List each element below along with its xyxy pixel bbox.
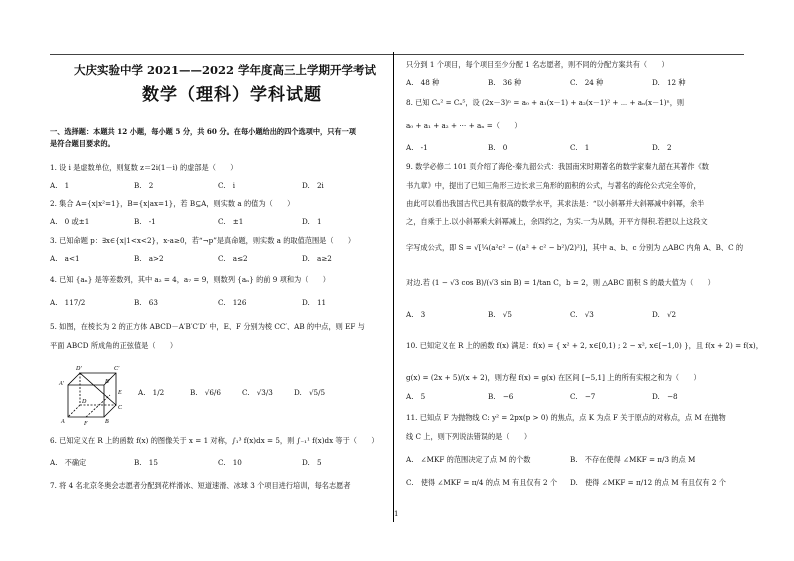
q5-stem-line1: 5. 如图，在棱长为 2 的正方体 ABCD－A′B′C′D′ 中，E、F 分别为棱 CC′、AB 的中点，则 EF 与 xyxy=(50,322,365,331)
q4-option-d: D. 11 xyxy=(302,298,327,307)
q1-stem: 1. 设 i 是虚数单位，则复数 z＝2i(1－i) 的虚部是（ ） xyxy=(50,163,238,172)
cube-label-d: D xyxy=(82,399,87,405)
q6-option-d: D. 5 xyxy=(302,458,322,467)
section1-line2: 是符合题目要求的。 xyxy=(50,139,115,148)
q3-option-c: C. a≤2 xyxy=(218,254,248,263)
q9-line1: 9. 数学必修二 101 页介绍了海伦-秦九韶公式：我国南宋时期著名的数学家秦九韶在其著作《数 xyxy=(406,162,709,171)
q5-option-d: D. √5/5 xyxy=(294,388,326,397)
q8-option-a: A. -1 xyxy=(406,143,428,152)
q8-option-d: D. 2 xyxy=(652,143,672,152)
q4-option-c: C. 126 xyxy=(218,298,247,307)
q8-stem-line2: a₀ + a₁ + a₂ + ⋯ + aₙ =（ ） xyxy=(406,121,522,130)
q5-stem-line2: 平面 ABCD 所成角的正弦值是（ ） xyxy=(50,341,178,350)
q9-line4: 之，自乘于上.以小斜幂乘大斜幂减上，余四约之，为实.一为从隅，开平方得积.若把以上这段文 xyxy=(406,217,708,226)
q10-option-d: D. −8 xyxy=(652,392,678,401)
q11-line2: 线 C 上，则下列说法错误的是（ ） xyxy=(406,432,532,441)
q9-line5: 字写成公式，即 S = √[¼(a²c² − ((a² + c² − b²)/2)²)]，其中 a、b、c 分别为 △ABC 内角 A、B、C 的 xyxy=(406,243,744,252)
q11-option-b: B. 不存在使得 ∠MKF = π/3 的点 M xyxy=(570,455,696,464)
section1-line1: 一、选择题：本题共 12 小题，每小题 5 分，共 60 分。在每小题给出的四个选项中，只有一项 xyxy=(50,127,356,136)
q11-option-d: D. 使得 ∠MKF = π/12 的点 M 有且仅有 2 个 xyxy=(570,478,726,487)
cube-figure xyxy=(56,357,136,427)
q2-option-c: C. ±1 xyxy=(218,217,244,226)
page-number: 1 xyxy=(394,510,399,518)
column-divider xyxy=(393,52,394,522)
q10-option-b: B. −6 xyxy=(488,392,514,401)
q7-option-c: C. 24 种 xyxy=(570,78,604,87)
q1-option-c: C. i xyxy=(218,181,236,190)
q2-stem: 2. 集合 A={x|x²=1}，B={x|ax=1}，若 B⊆A，则实数 a 的值为（ ） xyxy=(50,199,295,208)
q7-stem-line2: 只分到 1 个项目，每个项目至少分配 1 名志愿者，则不同的分配方案共有（ ） xyxy=(406,60,669,69)
q7-option-b: B. 36 种 xyxy=(488,78,522,87)
left-column xyxy=(50,0,392,561)
q6-option-a: A. 不确定 xyxy=(50,458,87,467)
q10-option-c: C. −7 xyxy=(570,392,596,401)
cube-label-c: C xyxy=(118,405,123,411)
q2-option-d: D. 1 xyxy=(302,217,322,226)
q5-option-b: B. √6/6 xyxy=(190,388,221,397)
q3-option-d: D. a≥2 xyxy=(302,254,332,263)
q10-line2: g(x) = (2x + 5)/(x + 2)，则方程 f(x) = g(x) 在区间 [−5,1] 上的所有实根之和为（ ） xyxy=(406,373,701,382)
q6-option-c: C. 10 xyxy=(218,458,242,467)
q3-option-a: A. a<1 xyxy=(50,254,80,263)
q6-option-b: B. 15 xyxy=(134,458,158,467)
q5-option-a: A. 1/2 xyxy=(138,388,165,397)
q6-stem: 6. 已知定义在 R 上的函数 f(x) 的图像关于 x = 1 对称，∫₁³ f(x)dx = 5，则 ∫₋₁¹ f(x)dx 等于（ ） xyxy=(50,436,379,445)
q1-option-a: A. 1 xyxy=(50,181,70,190)
cube-label-b: B xyxy=(105,419,109,425)
q7-option-d: D. 12 种 xyxy=(652,78,686,87)
q9-option-a: A. 3 xyxy=(406,310,426,319)
cube-label-a1: A′ xyxy=(59,381,64,387)
q8-option-b: B. 0 xyxy=(488,143,508,152)
cube-label-c1: C′ xyxy=(114,366,120,372)
q5-option-c: C. √3/3 xyxy=(242,388,273,397)
cube-label-b1: B′ xyxy=(105,379,110,385)
q9-line2: 书九章》中，提出了已知三角形三边长求三角形的面积的公式，与著名的海伦公式完全等价， xyxy=(406,181,701,190)
q9-option-d: D. √2 xyxy=(652,310,677,319)
q4-stem: 4. 已知 {aₙ} 是等差数列，其中 a₂ = 4，a₇ = 9，则数列 {aₙ} 的前 9 项和为（ ） xyxy=(50,275,330,284)
q2-option-b: B. -1 xyxy=(134,217,156,226)
q10-line1: 10. 已知定义在 R 上的函数 f(x) 满足：f(x) = { x² + 2, x∈[0,1) ; 2 − x², x∈[−1,0) }，且 f(x + 2) = f(x)， xyxy=(406,341,763,350)
q9-line3: 由此可以看出我国古代已具有很高的数学水平，其求法是：“以小斜幂并大斜幂减中斜幂，余半 xyxy=(406,199,705,208)
q8-option-c: C. 1 xyxy=(570,143,590,152)
cube-label-d1: D′ xyxy=(76,366,82,372)
q8-stem: 8. 已知 Cₙ² = Cₙ⁵，设 (2x－3)ⁿ = a₀ + a₁(x－1) + a₂(x－1)² + ⋯ + aₙ(x－1)ⁿ，则 xyxy=(406,98,685,107)
q3-option-b: B. a>2 xyxy=(134,254,164,263)
q7-option-a: A. 48 种 xyxy=(406,78,440,87)
school-title: 大庆实验中学 2021——2022 学年度高三上学期开学考试 xyxy=(74,63,377,77)
q10-option-a: A. 5 xyxy=(406,392,426,401)
q3-stem: 3. 已知命题 p：∃x∈{x|1<x<2}，x-a≥0，若“¬p”是真命题，则实数 a 的取值范围是（ ） xyxy=(50,236,356,245)
subject-title: 数学（理科）学科试题 xyxy=(142,85,322,105)
right-column xyxy=(398,0,763,561)
q11-line1: 11. 已知点 F 为抛物线 C: y² = 2px(p > 0) 的焦点，点 K 为点 F 关于原点的对称点，点 M 在抛物 xyxy=(406,413,726,422)
q11-option-a: A. ∠MKF 的范围决定了点 M 的个数 xyxy=(406,455,531,464)
cube-label-a: A xyxy=(61,419,65,425)
q1-option-b: B. 2 xyxy=(134,181,154,190)
cube-label-e: E xyxy=(118,390,122,396)
q7-stem: 7. 将 4 名北京冬奥会志愿者分配到花样滑冰、短道速滑、冰球 3 个项目进行培训，每名志愿者 xyxy=(50,481,351,490)
q4-option-a: A. 117/2 xyxy=(50,298,86,307)
q1-option-d: D. 2i xyxy=(302,181,324,190)
q9-line6: 对边.若 (1 − √3 cos B)/(√3 sin B) = 1/tan C，b = 2，则 △ABC 面积 S 的最大值为（ ） xyxy=(406,278,715,287)
q4-option-b: B. 63 xyxy=(134,298,158,307)
cube-label-f: F xyxy=(84,421,88,427)
q2-option-a: A. 0 或±1 xyxy=(50,217,90,226)
q9-option-c: C. √3 xyxy=(570,310,594,319)
q9-option-b: B. √5 xyxy=(488,310,512,319)
q11-option-c: C. 使得 ∠MKF = π/4 的点 M 有且仅有 2 个 xyxy=(406,478,558,487)
